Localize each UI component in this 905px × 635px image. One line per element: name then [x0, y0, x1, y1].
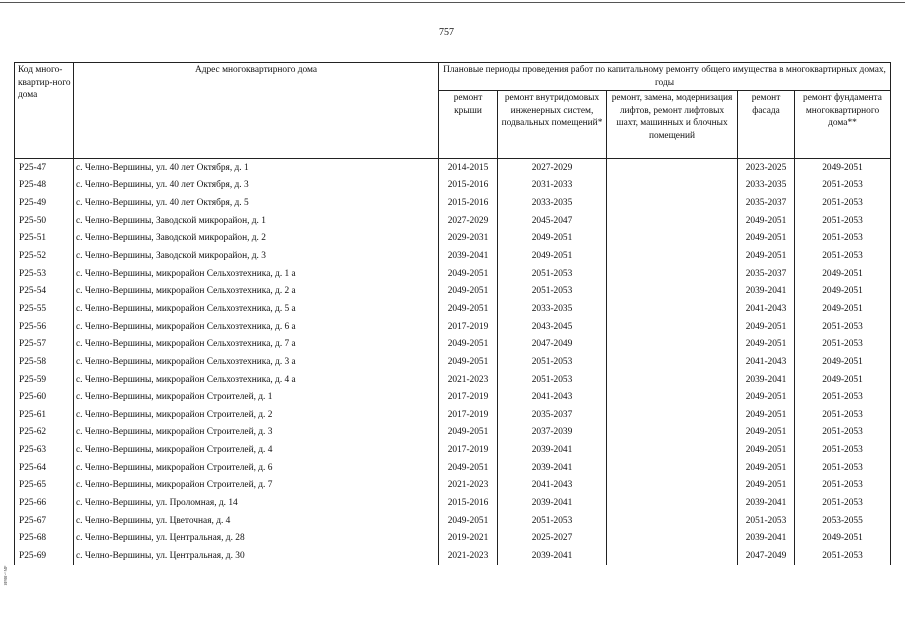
cell-address: с. Челно-Вершины, Заводской микрорайон, д. 1 [74, 212, 439, 230]
cell-facade: 2049-2051 [738, 388, 795, 406]
cell-facade: 2039-2041 [738, 282, 795, 300]
cell-facade: 2051-2053 [738, 512, 795, 530]
cell-systems: 2031-2033 [498, 177, 607, 195]
cell-facade: 2049-2051 [738, 424, 795, 442]
cell-facade: 2041-2043 [738, 353, 795, 371]
cell-address: с. Челно-Вершины, ул. Центральная, д. 30 [74, 547, 439, 565]
cell-foundation: 2049-2051 [795, 371, 891, 389]
cell-lifts [607, 194, 738, 212]
cell-roof: 2049-2051 [439, 424, 498, 442]
table-row [15, 318, 891, 336]
cell-lifts [607, 159, 738, 177]
cell-systems: 2027-2029 [498, 159, 607, 177]
table-row [15, 388, 891, 406]
cell-address: с. Челно-Вершины, ул. Цветочная, д. 4 [74, 512, 439, 530]
cell-roof: 2019-2021 [439, 529, 498, 547]
cell-code: Р25-67 [15, 512, 74, 530]
cell-address: с. Челно-Вершины, ул. 40 лет Октября, д. 5 [74, 194, 439, 212]
table-row [15, 477, 891, 495]
cell-lifts [607, 459, 738, 477]
cell-lifts [607, 547, 738, 565]
page-top-rule [0, 2, 905, 3]
cell-roof: 2027-2029 [439, 212, 498, 230]
cell-address: с. Челно-Вершины, Заводской микрорайон, д. 2 [74, 230, 439, 248]
cell-foundation: 2051-2053 [795, 459, 891, 477]
cell-foundation: 2051-2053 [795, 177, 891, 195]
table-row [15, 335, 891, 353]
cell-address: с. Челно-Вершины, микрорайон Строителей, д. 1 [74, 388, 439, 406]
cell-foundation: 2051-2053 [795, 194, 891, 212]
cell-foundation: 2051-2053 [795, 424, 891, 442]
table-row [15, 230, 891, 248]
cell-systems: 2033-2035 [498, 194, 607, 212]
cell-lifts [607, 300, 738, 318]
cell-roof: 2049-2051 [439, 282, 498, 300]
table-row [15, 282, 891, 300]
cell-code: Р25-56 [15, 318, 74, 336]
cell-address: с. Челно-Вершины, микрорайон Строителей, д. 6 [74, 459, 439, 477]
cell-lifts [607, 512, 738, 530]
cell-systems: 2039-2041 [498, 547, 607, 565]
table-row [15, 265, 891, 283]
cell-address: с. Челно-Вершины, микрорайон Строителей, д. 2 [74, 406, 439, 424]
header-systems: ремонт внутридомовых инженерных систем, подвальных помещений* [498, 91, 607, 159]
cell-foundation: 2051-2053 [795, 388, 891, 406]
cell-systems: 2039-2041 [498, 441, 607, 459]
table-row [15, 247, 891, 265]
cell-code: Р25-62 [15, 424, 74, 442]
cell-foundation: 2051-2053 [795, 335, 891, 353]
cell-foundation: 2049-2051 [795, 300, 891, 318]
cell-code: Р25-47 [15, 159, 74, 177]
cell-code: Р25-51 [15, 230, 74, 248]
table-row [15, 441, 891, 459]
cell-foundation: 2049-2051 [795, 529, 891, 547]
cell-code: Р25-54 [15, 282, 74, 300]
cell-roof: 2021-2023 [439, 477, 498, 495]
cell-address: с. Челно-Вершины, ул. 40 лет Октября, д. 3 [74, 177, 439, 195]
cell-code: Р25-50 [15, 212, 74, 230]
cell-lifts [607, 494, 738, 512]
cell-roof: 2029-2031 [439, 230, 498, 248]
cell-foundation: 2051-2053 [795, 318, 891, 336]
cell-lifts [607, 212, 738, 230]
cell-address: с. Челно-Вершины, микрорайон Сельхозтехника, д. 6 а [74, 318, 439, 336]
cell-lifts [607, 424, 738, 442]
cell-systems: 2041-2043 [498, 477, 607, 495]
cell-lifts [607, 177, 738, 195]
cell-address: с. Челно-Вершины, микрорайон Сельхозтехника, д. 2 а [74, 282, 439, 300]
cell-foundation: 2049-2051 [795, 265, 891, 283]
cell-code: Р25-52 [15, 247, 74, 265]
table-row [15, 459, 891, 477]
cell-address: с. Челно-Вершины, Заводской микрорайон, д. 3 [74, 247, 439, 265]
cell-systems: 2049-2051 [498, 230, 607, 248]
header-facade: ремонт фасада [738, 91, 795, 159]
cell-roof: 2015-2016 [439, 194, 498, 212]
cell-code: Р25-57 [15, 335, 74, 353]
cell-facade: 2049-2051 [738, 406, 795, 424]
cell-facade: 2049-2051 [738, 230, 795, 248]
header-foundation: ремонт фундамента многоквартирного дома** [795, 91, 891, 159]
cell-code: Р25-48 [15, 177, 74, 195]
cell-address: с. Челно-Вершины, ул. Центральная, д. 28 [74, 529, 439, 547]
table-row [15, 371, 891, 389]
table-row [15, 159, 891, 177]
cell-roof: 2049-2051 [439, 300, 498, 318]
cell-systems: 2051-2053 [498, 353, 607, 371]
cell-roof: 2014-2015 [439, 159, 498, 177]
cell-lifts [607, 247, 738, 265]
cell-code: Р25-64 [15, 459, 74, 477]
cell-facade: 2039-2041 [738, 371, 795, 389]
cell-address: с. Челно-Вершины, микрорайон Сельхозтехника, д. 4 а [74, 371, 439, 389]
table-row [15, 177, 891, 195]
cell-systems: 2051-2053 [498, 265, 607, 283]
cell-lifts [607, 318, 738, 336]
cell-facade: 2049-2051 [738, 212, 795, 230]
cell-systems: 2039-2041 [498, 494, 607, 512]
cell-foundation: 2049-2051 [795, 282, 891, 300]
page-number: 757 [439, 27, 454, 38]
cell-foundation: 2051-2053 [795, 441, 891, 459]
cell-code: Р25-65 [15, 477, 74, 495]
table-row [15, 547, 891, 565]
cell-address: с. Челно-Вершины, микрорайон Строителей, д. 7 [74, 477, 439, 495]
table-header [15, 63, 891, 159]
cell-facade: 2023-2025 [738, 159, 795, 177]
cell-address: с. Челно-Вершины, микрорайон Строителей, д. 4 [74, 441, 439, 459]
cell-systems: 2025-2027 [498, 529, 607, 547]
cell-systems: 2037-2039 [498, 424, 607, 442]
cell-lifts [607, 388, 738, 406]
cell-roof: 2017-2019 [439, 441, 498, 459]
cell-code: Р25-58 [15, 353, 74, 371]
cell-systems: 2043-2045 [498, 318, 607, 336]
cell-code: Р25-49 [15, 194, 74, 212]
cell-facade: 2035-2037 [738, 265, 795, 283]
margin-scan-mark: ᴎᴘᴙᴚ∽ᴍᴘ [3, 566, 9, 586]
cell-address: с. Челно-Вершины, ул. 40 лет Октября, д. 1 [74, 159, 439, 177]
cell-systems: 2051-2053 [498, 512, 607, 530]
cell-roof: 2017-2019 [439, 318, 498, 336]
cell-code: Р25-53 [15, 265, 74, 283]
header-planned-periods: Плановые периоды проведения работ по капитальному ремонту общего имущества в многоквартирных домах, годы [439, 63, 891, 91]
cell-facade: 2033-2035 [738, 177, 795, 195]
cell-lifts [607, 406, 738, 424]
cell-lifts [607, 353, 738, 371]
cell-address: с. Челно-Вершины, микрорайон Сельхозтехника, д. 5 а [74, 300, 439, 318]
cell-roof: 2015-2016 [439, 494, 498, 512]
cell-foundation: 2051-2053 [795, 477, 891, 495]
cell-facade: 2047-2049 [738, 547, 795, 565]
cell-code: Р25-55 [15, 300, 74, 318]
cell-facade: 2041-2043 [738, 300, 795, 318]
cell-foundation: 2051-2053 [795, 212, 891, 230]
table-body [15, 159, 891, 565]
table-row [15, 512, 891, 530]
cell-roof: 2017-2019 [439, 388, 498, 406]
cell-code: Р25-69 [15, 547, 74, 565]
cell-foundation: 2051-2053 [795, 494, 891, 512]
table-row [15, 353, 891, 371]
table-row [15, 406, 891, 424]
cell-address: с. Челно-Вершины, микрорайон Сельхозтехника, д. 1 а [74, 265, 439, 283]
cell-address: с. Челно-Вершины, ул. Проломная, д. 14 [74, 494, 439, 512]
cell-systems: 2033-2035 [498, 300, 607, 318]
cell-roof: 2021-2023 [439, 547, 498, 565]
cell-lifts [607, 282, 738, 300]
cell-address: с. Челно-Вершины, микрорайон Сельхозтехника, д. 7 а [74, 335, 439, 353]
cell-facade: 2049-2051 [738, 441, 795, 459]
cell-code: Р25-68 [15, 529, 74, 547]
header-address: Адрес многоквартирного дома [74, 63, 439, 159]
cell-roof: 2017-2019 [439, 406, 498, 424]
cell-code: Р25-60 [15, 388, 74, 406]
cell-systems: 2035-2037 [498, 406, 607, 424]
cell-address: с. Челно-Вершины, микрорайон Строителей, д. 3 [74, 424, 439, 442]
cell-address: с. Челно-Вершины, микрорайон Сельхозтехника, д. 3 а [74, 353, 439, 371]
table-row [15, 494, 891, 512]
cell-lifts [607, 335, 738, 353]
cell-systems: 2049-2051 [498, 247, 607, 265]
table-row [15, 300, 891, 318]
cell-foundation: 2049-2051 [795, 353, 891, 371]
cell-roof: 2049-2051 [439, 265, 498, 283]
cell-foundation: 2051-2053 [795, 547, 891, 565]
cell-foundation: 2051-2053 [795, 406, 891, 424]
cell-facade: 2039-2041 [738, 494, 795, 512]
header-roof: ремонт крыши [439, 91, 498, 159]
cell-facade: 2035-2037 [738, 194, 795, 212]
table-row [15, 212, 891, 230]
cell-lifts [607, 371, 738, 389]
cell-code: Р25-61 [15, 406, 74, 424]
cell-roof: 2049-2051 [439, 353, 498, 371]
cell-facade: 2049-2051 [738, 477, 795, 495]
table-row [15, 424, 891, 442]
cell-roof: 2049-2051 [439, 335, 498, 353]
cell-systems: 2047-2049 [498, 335, 607, 353]
cell-code: Р25-63 [15, 441, 74, 459]
cell-lifts [607, 230, 738, 248]
capital-repair-schedule-table [14, 62, 891, 565]
cell-facade: 2049-2051 [738, 247, 795, 265]
cell-lifts [607, 265, 738, 283]
cell-code: Р25-59 [15, 371, 74, 389]
cell-systems: 2051-2053 [498, 371, 607, 389]
cell-roof: 2021-2023 [439, 371, 498, 389]
cell-foundation: 2051-2053 [795, 230, 891, 248]
cell-roof: 2049-2051 [439, 512, 498, 530]
table-row [15, 529, 891, 547]
cell-facade: 2049-2051 [738, 318, 795, 336]
cell-lifts [607, 529, 738, 547]
header-code: Код много-квартир-ного дома [15, 63, 74, 159]
cell-facade: 2039-2041 [738, 529, 795, 547]
cell-foundation: 2049-2051 [795, 159, 891, 177]
cell-roof: 2039-2041 [439, 247, 498, 265]
cell-foundation: 2053-2055 [795, 512, 891, 530]
cell-facade: 2049-2051 [738, 335, 795, 353]
cell-systems: 2039-2041 [498, 459, 607, 477]
cell-code: Р25-66 [15, 494, 74, 512]
cell-roof: 2049-2051 [439, 459, 498, 477]
cell-facade: 2049-2051 [738, 459, 795, 477]
cell-roof: 2015-2016 [439, 177, 498, 195]
cell-lifts [607, 477, 738, 495]
header-lifts: ремонт, замена, модернизация лифтов, ремонт лифтовых шахт, машинных и блочных помещений [607, 91, 738, 159]
cell-systems: 2045-2047 [498, 212, 607, 230]
cell-systems: 2041-2043 [498, 388, 607, 406]
cell-foundation: 2051-2053 [795, 247, 891, 265]
table-row [15, 194, 891, 212]
cell-lifts [607, 441, 738, 459]
cell-systems: 2051-2053 [498, 282, 607, 300]
